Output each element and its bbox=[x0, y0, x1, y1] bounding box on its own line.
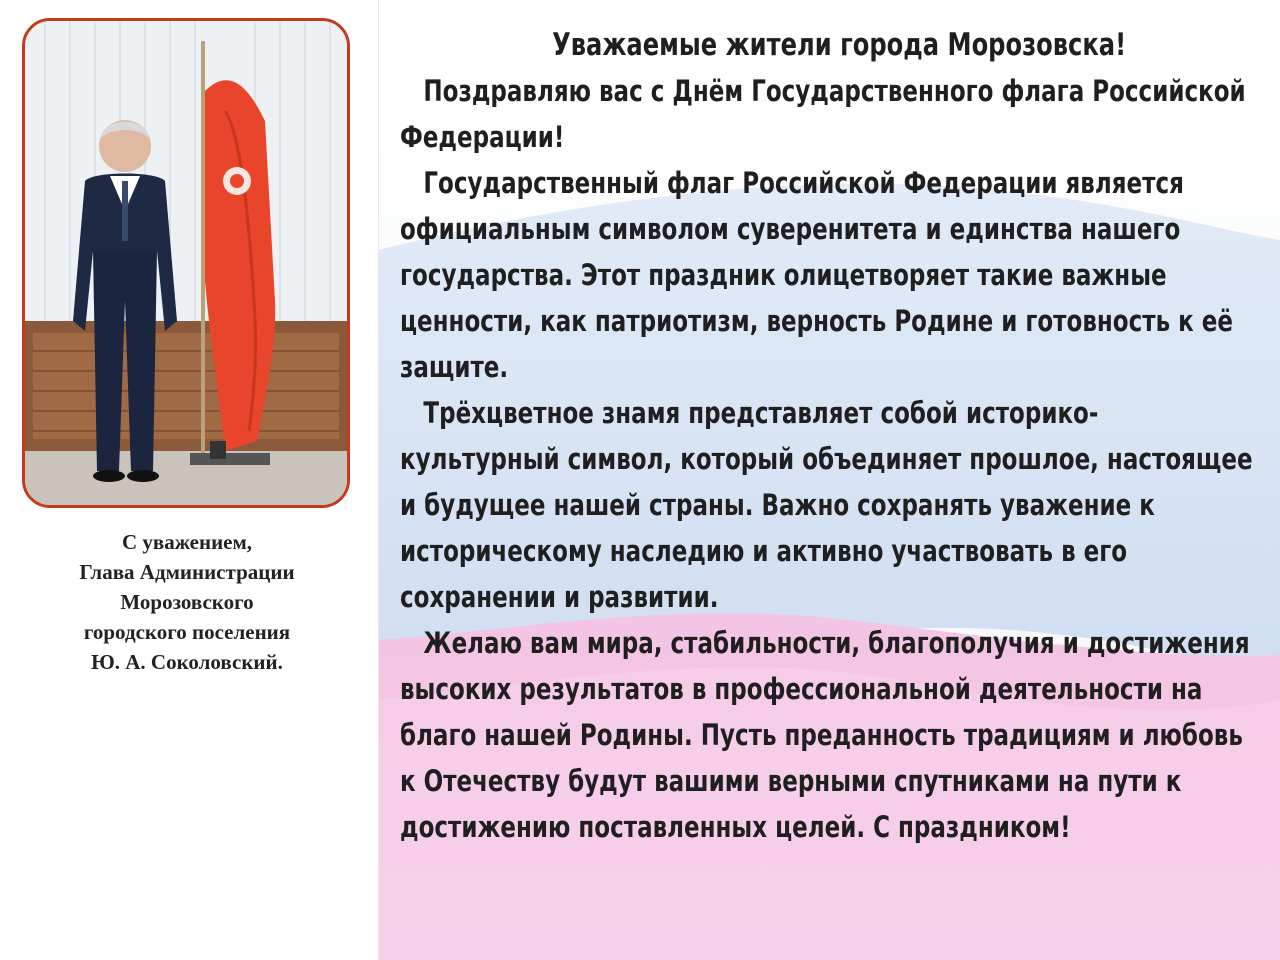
left-column bbox=[0, 0, 378, 960]
signature-block bbox=[22, 527, 352, 677]
letter-paragraph: Государственный флаг Российской Федерации является официальным символом суверенитета и единства нашего государства. Этот праздник олицетворяет такие важные ценности, как патриотизм, верность Родине и готовность к её защите. bbox=[400, 166, 1233, 384]
signature-line: Глава Администрации bbox=[79, 560, 295, 584]
signature-line: городского поселения bbox=[83, 620, 291, 644]
signature-line: С уважением, bbox=[121, 530, 253, 554]
letter-paragraph: Поздравляю вас с Днём Государственного флага Российской Федерации! bbox=[400, 74, 1246, 154]
portrait-illustration bbox=[25, 21, 347, 505]
letter-paragraph: Трёхцветное знамя представляет собой историко-культурный символ, который объединяет прошлое, настоящее и будущее нашей страны. Важно сохранять уважение к историческому наследию и активно участвовать в его сохранении и развитии. bbox=[400, 396, 1253, 614]
letter-greeting: Уважаемые жители города Морозовска! bbox=[552, 27, 1127, 63]
letter-paragraph: Желаю вам мира, стабильности, благополучия и достижения высоких результатов в профессиональной деятельности на благо нашей Родины. Пусть преданность традициям и любовь к Отечеству будут вашими верными спутниками на пути к достижению поставленных целей. С праздником! bbox=[400, 626, 1250, 844]
letter-panel bbox=[378, 0, 1280, 960]
portrait-photo bbox=[22, 18, 350, 508]
signature-name: Ю. А. Соколовский. bbox=[91, 650, 283, 674]
signature-line: Морозовского bbox=[120, 590, 254, 614]
letter-text bbox=[400, 22, 1253, 850]
